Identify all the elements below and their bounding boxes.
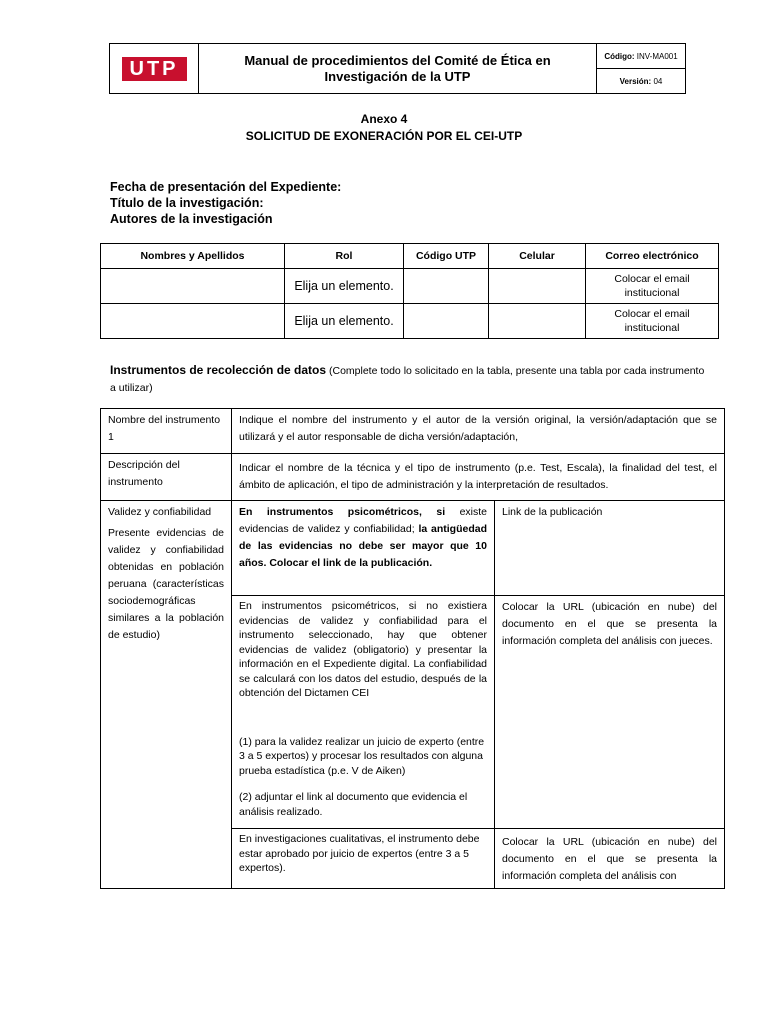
col-celular: Celular xyxy=(489,244,586,269)
instruments-table xyxy=(100,408,725,889)
psy-yes-bold-a: En instrumentos psicométricos, si xyxy=(239,506,446,518)
field-titulo: Título de la investigación: xyxy=(110,196,264,210)
code-label: Código: xyxy=(604,51,635,61)
authors-header-row xyxy=(101,244,719,269)
celular-field[interactable] xyxy=(489,304,586,339)
psychometric-no-cell xyxy=(232,596,495,829)
field-autores: Autores de la investigación xyxy=(110,212,273,226)
field-fecha: Fecha de presentación del Expediente: xyxy=(110,180,342,194)
codigo-field[interactable] xyxy=(404,304,489,339)
table-row xyxy=(101,454,725,501)
instrument-desc-field[interactable]: Indicar el nombre de la técnica y el tipo de instrumento (p.e. Test, Escala), la finalidad del test, el ámbito de aplicación, el tipo de administración y la interpretación de resultados. xyxy=(232,454,725,501)
col-correo: Correo electrónico xyxy=(586,244,719,269)
rol-dropdown[interactable]: Elija un elemento. xyxy=(285,304,404,339)
psy-yes-bold-b: la antigüedad de las evidencias no debe ser mayor que 10 años. Colocar el link de la publicación. xyxy=(239,523,487,569)
col-codigo: Código UTP xyxy=(404,244,489,269)
code-value: INV-MA001 xyxy=(636,51,678,61)
code-cell xyxy=(597,44,686,69)
jueces-url-field[interactable]: Colocar la URL (ubicación en nube) del documento en el que se presenta la información completa del análisis con jueces. xyxy=(495,596,725,829)
rol-dropdown[interactable]: Elija un elemento. xyxy=(285,269,404,304)
qualitative-cell: En investigaciones cualitativas, el instrumento debe estar aprobado por juicio de expertos (entre 3 a 5 expertos). xyxy=(232,829,495,889)
validity-step-2: (2) adjuntar el link al documento que evidencia el análisis realizado. xyxy=(239,791,468,818)
validity-label: Validez y confiabilidad xyxy=(108,506,212,518)
instrument-name-field[interactable]: Indique el nombre del instrumento y el autor de la versión original, la versión/adaptación que se utilizará y el autor responsable de dicha versión/adaptación, xyxy=(232,409,725,454)
instruments-heading: Instrumentos de recolección de datos xyxy=(110,363,327,377)
instruments-note: (Complete todo lo solicitado en la tabla, presente una tabla por cada instrumento a utilizar) xyxy=(110,365,705,394)
psychometric-yes-cell xyxy=(232,501,495,596)
qualitative-url-field[interactable]: Colocar la URL (ubicación en nube) del documento en el que se presenta la información completa del análisis con xyxy=(495,829,725,889)
validity-step-1: (1) para la validez realizar un juicio de experto (entre 3 a 5 expertos) y procesar los resultados con alguna prueba estadística (p.e. V de Aiken) xyxy=(239,735,485,777)
logo-cell xyxy=(110,44,199,94)
nombres-field[interactable] xyxy=(101,304,285,339)
psy-yes-normal: existe evidencias de validez y confiabilidad; xyxy=(239,506,487,535)
table-row xyxy=(101,409,725,454)
authors-table xyxy=(100,243,719,339)
psy-no-paragraph: En instrumentos psicométricos, si no existiera evidencias de validez y confiabilidad para el instrumento seleccionado, hay que obtener evidencias de validez (obligatorio) y presentar la información en el Expediente digital. La confiabilidad se calculará con los datos del estudio, después de la obtención del Dictamen CEI xyxy=(239,600,487,699)
utp-logo: UTP xyxy=(122,57,187,81)
instrument-desc-label: Descripción del instrumento xyxy=(101,454,232,501)
version-label: Versión: xyxy=(619,76,652,86)
validity-label-cell xyxy=(101,501,232,889)
correo-field[interactable]: Colocar el email institucional xyxy=(586,269,719,304)
annex-number: Anexo 4 xyxy=(360,112,408,126)
col-rol: Rol xyxy=(285,244,404,269)
celular-field[interactable] xyxy=(489,269,586,304)
manual-title: Manual de procedimientos del Comité de Ética en Investigación de la UTP xyxy=(199,44,597,94)
instruments-intro xyxy=(110,362,710,397)
nombres-field[interactable] xyxy=(101,269,285,304)
document-header xyxy=(109,43,686,94)
annex-title: SOLICITUD DE EXONERACIÓN POR EL CEI-UTP xyxy=(245,129,523,143)
codigo-field[interactable] xyxy=(404,269,489,304)
correo-field[interactable]: Colocar el email institucional xyxy=(586,304,719,339)
publication-link-field[interactable]: Link de la publicación xyxy=(495,501,725,596)
version-value: 04 xyxy=(653,76,663,86)
table-row xyxy=(101,269,719,304)
validity-description: Presente evidencias de validez y confiabilidad obtenidas en población peruana (características sociodemográficas similares a la población de estudio) xyxy=(108,527,224,641)
col-nombres: Nombres y Apellidos xyxy=(101,244,285,269)
instrument-name-label: Nombre del instrumento 1 xyxy=(101,409,232,454)
table-row xyxy=(101,501,725,596)
table-row xyxy=(101,304,719,339)
fields-block xyxy=(110,179,341,227)
version-cell xyxy=(597,69,686,94)
